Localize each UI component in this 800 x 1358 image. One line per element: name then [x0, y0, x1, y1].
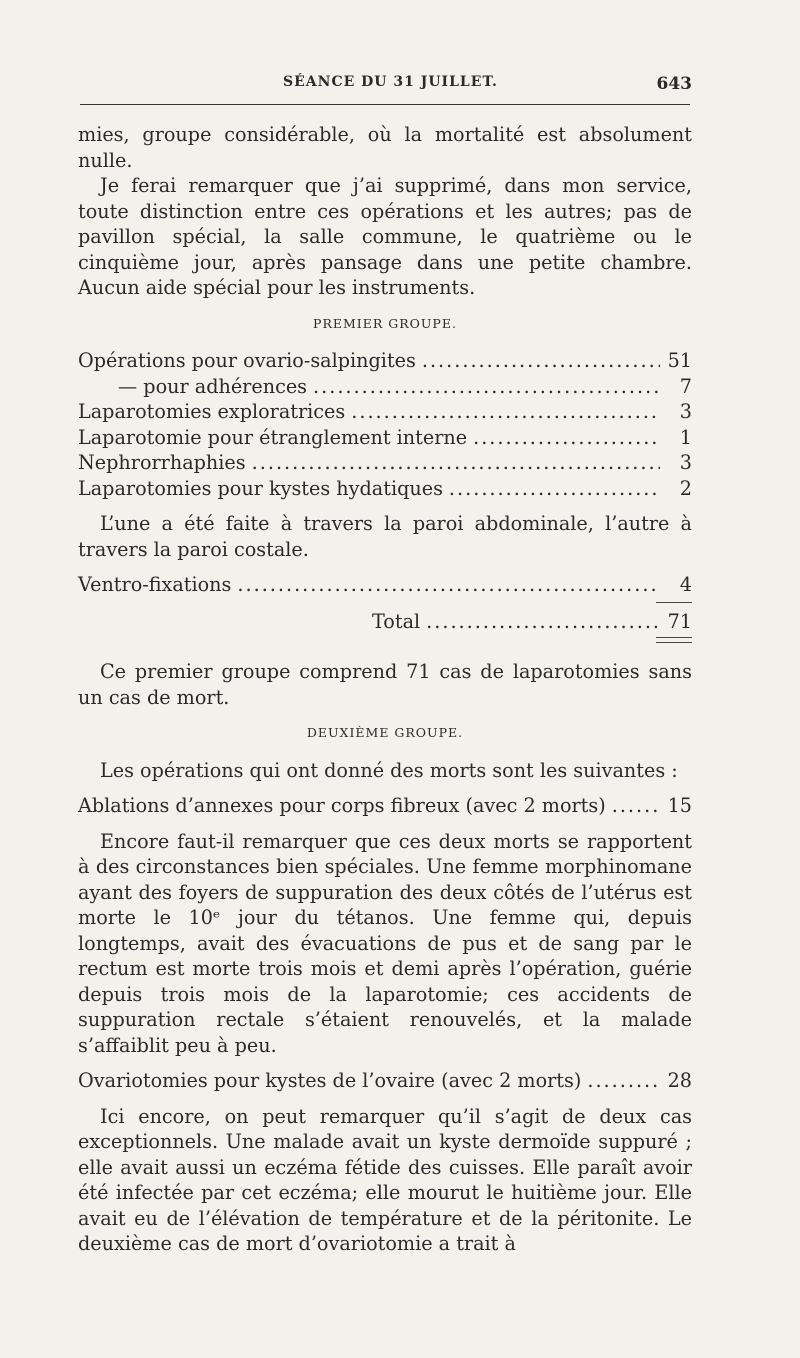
- item-value: 7: [679, 374, 692, 398]
- leader-dots: [237, 572, 660, 598]
- leader-dots: [313, 374, 660, 400]
- list-item: [78, 374, 692, 400]
- list-item: [78, 476, 692, 502]
- list-item: [78, 450, 692, 476]
- total-value: 71: [667, 609, 692, 633]
- item-value: 15: [667, 794, 692, 817]
- section-heading: PREMIER GROUPE.: [313, 315, 457, 331]
- running-header: [78, 74, 692, 98]
- paragraph: mies, groupe considérable, où la mortalité est absolument nulle.: [78, 123, 692, 172]
- list-item: [78, 425, 692, 451]
- item-value: 28: [667, 1069, 692, 1092]
- total-rule: [656, 602, 692, 603]
- page-body: [78, 122, 692, 1257]
- total-label: Total: [372, 609, 421, 633]
- leader-dots: [612, 793, 660, 819]
- item-label: Ovariotomies pour kystes de l’ovaire (avec 2 morts): [78, 1069, 582, 1092]
- paragraph: Je ferai remarquer que j’ai supprimé, dans mon service, toute distinction entre ces opérations et les autres; pas de pavillon spécial, la salle commune, le quatrième ou le cinquième jour, après pansage dans une petite chambre. Aucun aide spécial pour les instruments.: [78, 174, 692, 299]
- leader-dots: [449, 476, 660, 502]
- paragraph: Les opérations qui ont donné des morts sont les suivantes :: [100, 758, 678, 782]
- item-label: Laparotomie pour étranglement interne: [78, 425, 468, 449]
- double-rule: [656, 637, 692, 643]
- paragraph: L’une a été faite à travers la paroi abdominale, l’autre à travers la paroi costale.: [78, 512, 692, 561]
- item-label: Ventro-fixations: [78, 573, 232, 596]
- leader-dots: [422, 348, 660, 374]
- list-item: [78, 1068, 692, 1094]
- item-label: Laparotomies pour kystes hydatiques: [78, 476, 443, 500]
- leader-dots: [426, 609, 660, 635]
- item-value: 1: [679, 425, 692, 449]
- item-value: 51: [667, 349, 692, 372]
- header-rule: [80, 104, 690, 105]
- list-item: [78, 572, 692, 598]
- item-label: Nephrorrhaphies: [78, 451, 246, 474]
- leader-dots: [252, 450, 660, 476]
- leader-dots: [351, 399, 660, 425]
- list-item: [78, 348, 692, 374]
- leader-dots: [473, 425, 660, 451]
- item-label: Opérations pour ovario-salpingites: [78, 349, 416, 372]
- list-item: [78, 399, 692, 425]
- paragraph: Ce premier groupe comprend 71 cas de laparotomies sans un cas de mort.: [78, 660, 692, 709]
- header-title: SÉANCE DU 31 JUILLET.: [283, 74, 498, 90]
- item-value: 3: [679, 451, 692, 474]
- item-label: Ablations d’annexes pour corps fibreux (avec 2 morts): [78, 794, 606, 817]
- paragraph: Encore faut-il remarquer que ces deux morts se rapportent à des circonstances bien spéciales. Une femme morphinomane ayant des foyers de suppuration des deux côtés de l’utérus est morte le 10ᵉ jour du tétanos. Une femme qui, depuis longtemps, avait des évacuations de pus et de sang par le rectum est morte trois mois et demi après l’opération, guérie depuis trois mois de la laparotomie; ces accidents de suppuration rectale s’étaient renouvelés, et la malade s’affaiblit peu à peu.: [78, 829, 692, 1057]
- item-value: 4: [679, 573, 692, 596]
- total-row: [78, 609, 692, 635]
- item-label: — pour adhérences: [118, 374, 308, 398]
- paragraph: Ici encore, on peut remarquer qu’il s’agit de deux cas exceptionnels. Une malade avait un kyste dermoïde suppuré ; elle avait aussi un eczéma fétide des cuisses. Elle paraît avoir été infectée par cet eczéma; elle mourut le huitième jour. Elle avait eu de l’élévation de température et de la péritonite. Le deuxième cas de mort d’ovariotomie a trait à: [78, 1104, 692, 1255]
- list-item: [78, 793, 692, 819]
- item-value: 2: [679, 476, 692, 500]
- section-heading: DEUXIÈME GROUPE.: [306, 725, 464, 740]
- item-value: 3: [679, 400, 692, 423]
- item-label: Laparotomies exploratrices: [78, 400, 346, 423]
- leader-dots: [587, 1068, 660, 1094]
- page-number: 643: [656, 74, 692, 94]
